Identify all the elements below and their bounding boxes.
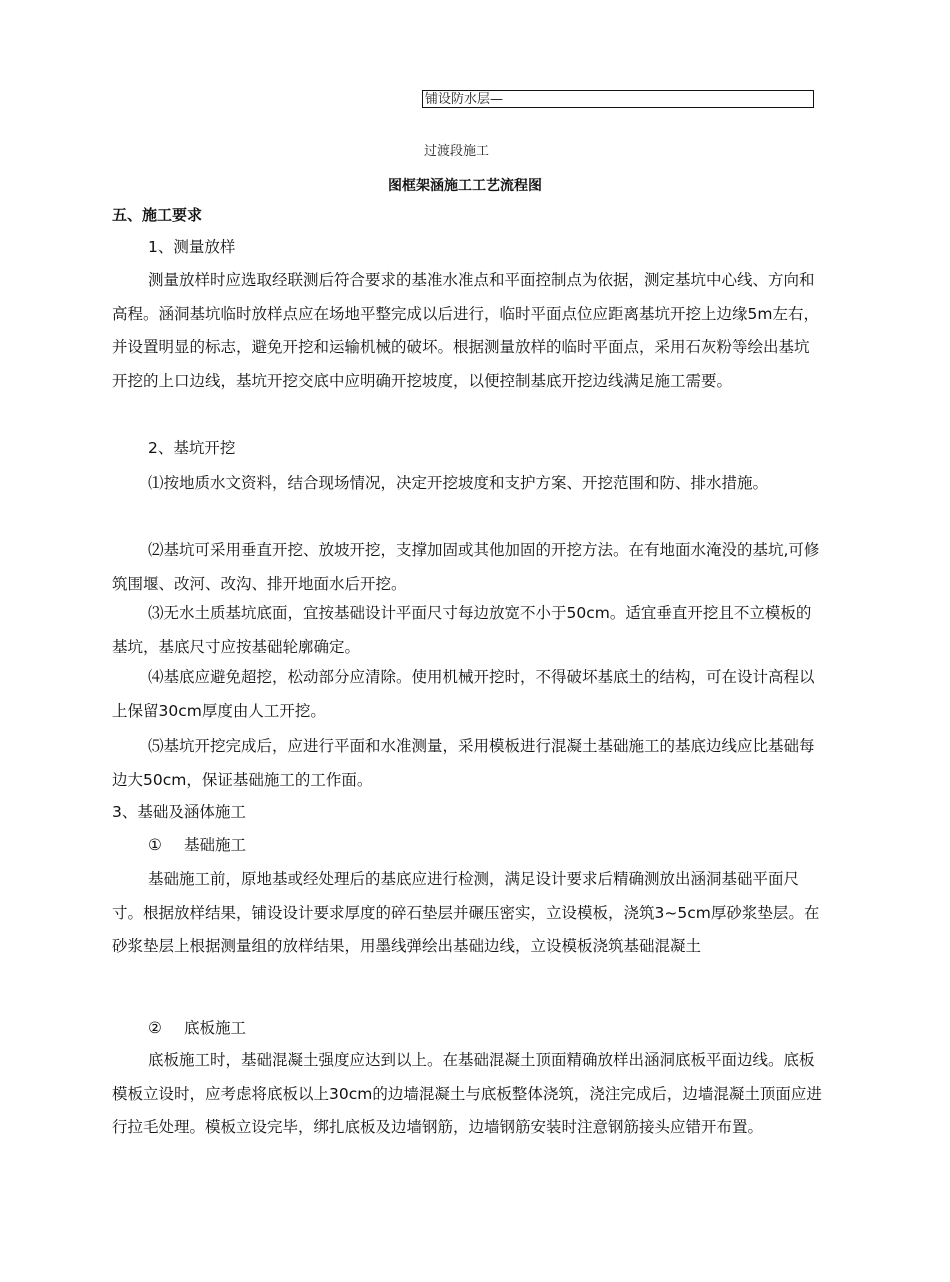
paragraph-excavation-5: ⑸基坑开挖完成后，应进行平面和水准测量，采用模板进行混凝土基础施工的基底边线应比基础每边大50cm，保证基础施工的工作面。 xyxy=(112,737,815,789)
paragraph-excavation-2: ⑵基坑可采用垂直开挖、放坡开挖，支撑加固或其他加固的开挖方法。在有地面水淹没的基坑,可修筑围堰、改河、改沟、排开地面水后开挖。 xyxy=(112,541,820,593)
sub-item-foundation-title: 基础施工 xyxy=(184,836,247,854)
figure-caption: 图框架涵施工工艺流程图 xyxy=(388,178,542,194)
paragraph-excavation-1: ⑴按地质水文资料，结合现场情况，决定开挖坡度和支护方案、开挖范围和防、排水措施。 xyxy=(148,474,769,492)
sub-item-baseplate xyxy=(148,1017,246,1039)
sub-item-baseplate-title: 底板施工 xyxy=(184,1019,247,1037)
paragraph-foundation: 基础施工前，原地基或经处理后的基底应进行检测，满足设计要求后精确测放出涵洞基础平面尺寸。根据放样结果，铺设设计要求厚度的碎石垫层并碾压密实，立设模板，浇筑3~5cm厚砂浆垫层。在砂浆垫层上根据测量组的放样结果，用墨线弹绘出基础边线，立设模板浇筑基础混凝土 xyxy=(112,870,820,955)
circled-number-2: ② xyxy=(148,1019,162,1037)
subsection-title-survey: 1、测量放样 xyxy=(148,238,236,256)
paragraph-excavation-4: ⑷基底应避免超挖，松动部分应清除。使用机械开挖时，不得破坏基底土的结构，可在设计高程以上保留30cm厚度由人工开挖。 xyxy=(112,668,815,720)
section-heading: 五、施工要求 xyxy=(112,206,203,224)
sub-item-foundation xyxy=(148,834,246,856)
flowchart-step-label: 过渡段施工 xyxy=(424,144,490,159)
paragraph-survey: 测量放样时应选取经联测后符合要求的基准水准点和平面控制点为依据，测定基坑中心线、方向和高程。涵洞基坑临时放样点应在场地平整完成以后进行，临时平面点位应距离基坑开挖上边缘5m左右，并设置明显的标志，避免开挖和运输机械的破坏。根据测量放样的临时平面点，采用石灰粉等绘出基坑开挖的上口边线，基坑开挖交底中应明确开挖坡度，以便控制基底开挖边线满足施工需要。 xyxy=(112,271,819,390)
subsection-title-foundation-body: 3、基础及涵体施工 xyxy=(112,803,246,821)
flowchart-box: 铺设防水层— xyxy=(422,90,814,108)
paragraph-baseplate: 底板施工时，基础混凝土强度应达到以上。在基础混凝土顶面精确放样出涵洞底板平面边线。底板模板立设时，应考虑将底板以上30cm的边墙混凝土与底板整体浇筑，浇注完成后，边墙混凝土顶面应进行拉毛处理。模板立设完毕，绑扎底板及边墙钢筋，边墙钢筋安装时注意钢筋接头应错开布置。 xyxy=(112,1051,822,1136)
circled-number-1: ① xyxy=(148,836,162,854)
paragraph-excavation-3: ⑶无水土质基坑底面，宜按基础设计平面尺寸每边放宽不小于50cm。适宜垂直开挖且不立模板的基坑，基底尺寸应按基础轮廓确定。 xyxy=(112,604,812,656)
subsection-title-excavation: 2、基坑开挖 xyxy=(148,439,236,457)
